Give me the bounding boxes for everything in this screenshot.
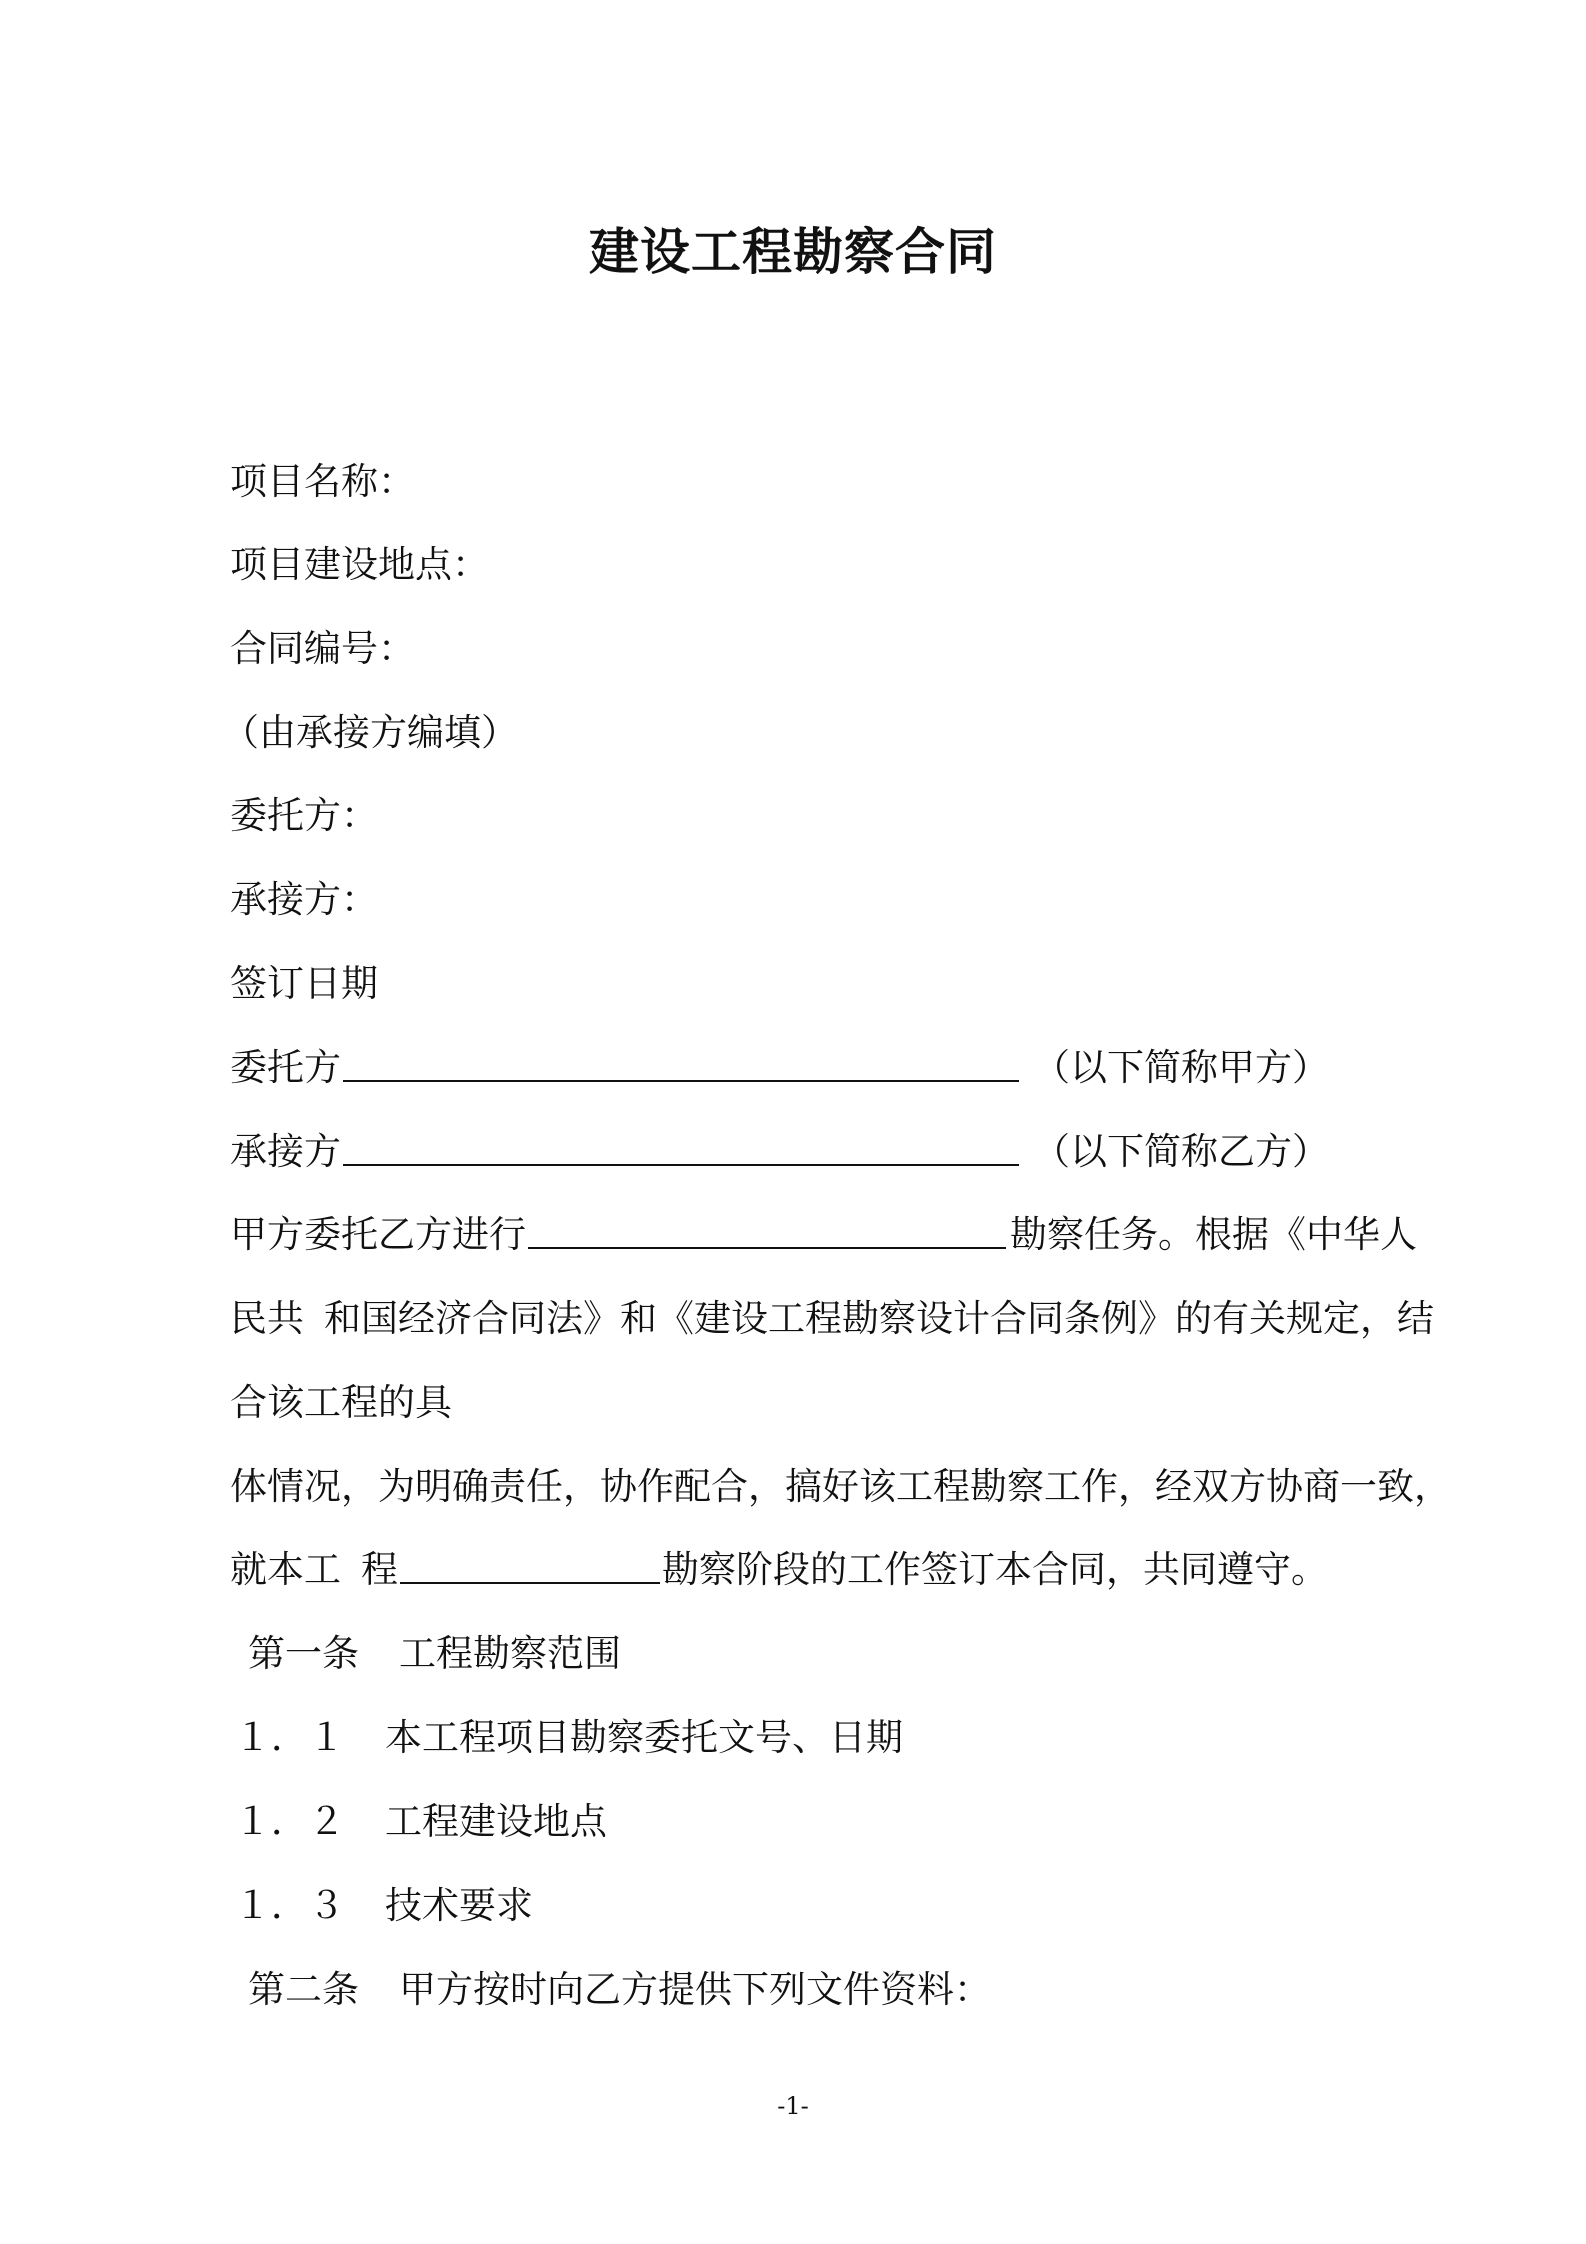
contractor-party-prefix: 承接方 [230,1130,341,1173]
client-party-prefix: 委托方 [230,1046,341,1089]
body-line-5-c: 勘察阶段的工作签订本合同，共同遵守。 [662,1548,1328,1591]
item-number: １．１ [234,1716,345,1759]
document-title: 建设工程勘察合同 [589,223,997,281]
contractor-field: 承接方： [230,878,378,921]
article-1-item-3 [234,1882,533,1930]
body-line-4: 体情况，为明确责任，协作配合，搞好该工程勘察工作，经双方协商一致， [230,1465,1451,1508]
project-stage-blank [400,1546,660,1584]
body-line-2-a: 民共 [230,1297,304,1340]
item-text: 技术要求 [385,1884,533,1927]
contractor-party-suffix: （以下简称乙方） [1033,1130,1329,1173]
body-line-2 [230,1295,1434,1343]
item-text: 工程建设地点 [385,1800,607,1843]
article-1-item-2 [234,1798,607,1846]
body-line-5-b: 程 [361,1548,398,1591]
contractor-name-blank [343,1128,1019,1166]
contract-number-note: （由承接方编填） [222,711,518,754]
article-1-title: 工程勘察范围 [399,1632,621,1675]
body-line-5 [230,1546,1328,1594]
item-number: １．３ [234,1884,345,1927]
contractor-party-line [230,1128,1329,1176]
body-line-1 [230,1211,1417,1259]
item-text: 本工程项目勘察委托文号、日期 [385,1716,903,1759]
item-number: １．２ [234,1800,345,1843]
article-1-heading [248,1630,621,1678]
client-party-line [230,1044,1329,1092]
article-2-title: 甲方按时向乙方提供下列文件资料： [399,1968,991,2011]
client-party-suffix: （以下简称甲方） [1033,1046,1329,1089]
body-line-1-suffix: 勘察任务。根据《中华人 [1010,1213,1417,1256]
body-line-2-b: 和国经济合同法》和《建设工程勘察设计合同条例》的有关规定，结 [324,1297,1434,1340]
article-1-item-1 [234,1714,903,1762]
body-line-3: 合该工程的具 [230,1381,452,1424]
project-name-field: 项目名称： [230,460,415,503]
survey-task-blank [528,1211,1006,1249]
client-field: 委托方： [230,794,378,837]
client-name-blank [343,1044,1019,1082]
body-line-1-prefix: 甲方委托乙方进行 [230,1213,526,1256]
page-number: -1- [777,2092,809,2120]
project-location-field: 项目建设地点： [230,543,489,586]
contract-number-field: 合同编号： [230,627,415,670]
sign-date-field: 签订日期 [230,962,378,1005]
article-2-heading [248,1966,991,2014]
body-line-5-a: 就本工 [230,1548,341,1591]
article-2-number: 第二条 [248,1968,359,2011]
article-1-number: 第一条 [248,1632,359,1675]
